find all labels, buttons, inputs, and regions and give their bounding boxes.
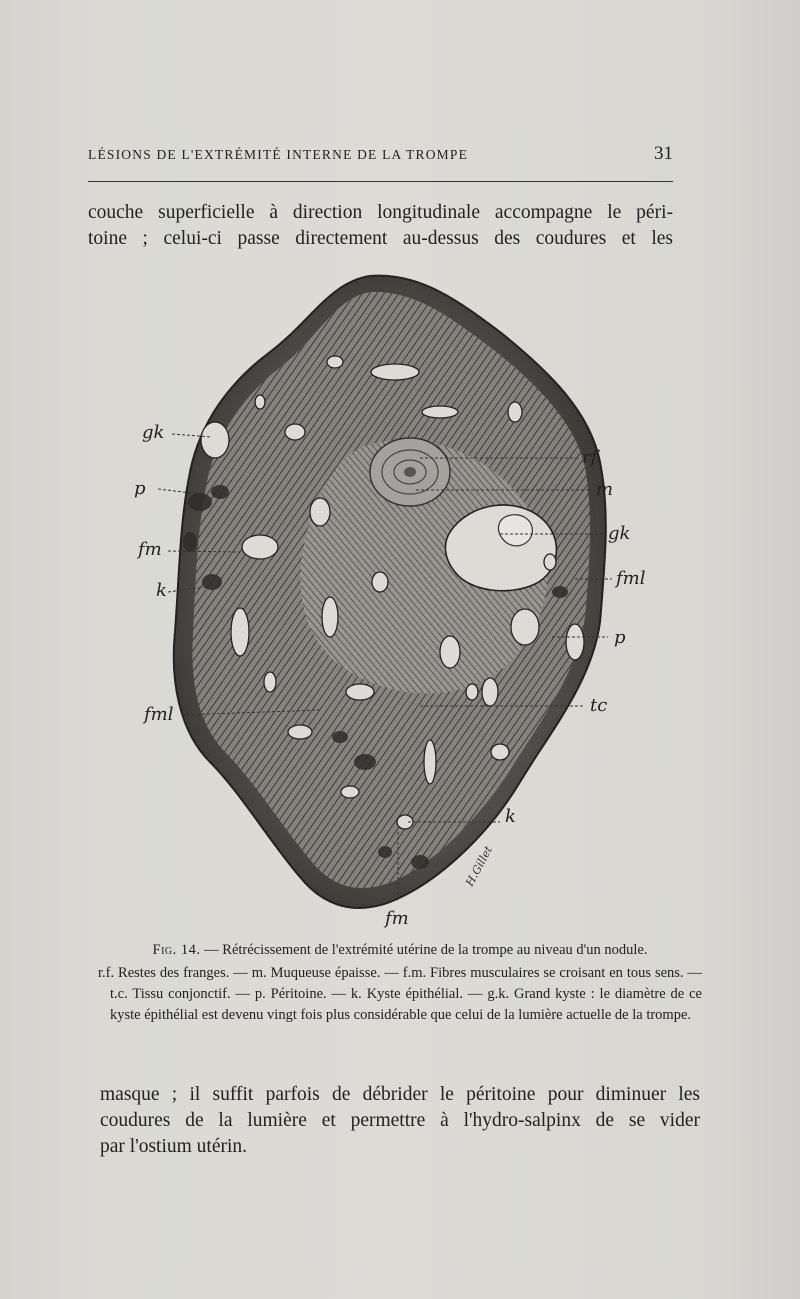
label-k: k [505,806,516,827]
text-line: coudures de la lumière et permettre à l'hydro-salpinx de se vider [100,1110,700,1131]
running-head [0,143,673,169]
histology-drawing [120,262,660,930]
label-tc: tc [590,695,608,716]
text-line: toine ; celui-ci passe directement au-dessus des coudures et les [88,228,673,249]
caption-title-text: — Rétrécissement de l'extrémité utérine de la trompe au niveau d'un nodule. [200,942,648,958]
label-fm: fm [385,908,409,929]
label-p: p [134,478,146,499]
bottom-paragraph [100,1082,700,1160]
label-p: p [614,627,626,648]
label-m: m [596,479,614,500]
figure-number: Fig. 14. [152,942,201,958]
figure-14-illustration [120,262,660,930]
label-fml: fml [616,568,646,589]
header-rule [88,181,673,182]
text-line: masque ; il suffit parfois de débrider le péritoine pour diminuer les [100,1084,700,1105]
engraver-signature: H.Gillet [463,844,496,889]
caption-legend: r.f. Restes des franges. — m. Muqueuse épaisse. — f.m. Fibres musculaires se croisant en tous sens. — t.c. Tissu conjonctif. — p. Péritoine. — k. Kyste épithélial. — g.k. Grand kyste : le diamètre de ce kyste épithélial est devenu vingt fois plus considérable que celui de la lumière actuelle de la trompe. [98,965,702,1023]
label-fml: fml [144,704,174,725]
caption-title [98,940,702,961]
figure-caption [98,940,702,1026]
text-line: couche superficielle à direction longitudinale accompagne le péri- [88,202,673,223]
label-k: k [156,580,167,601]
label-gk: gk [608,523,631,544]
label-gk: gk [142,422,165,443]
label-fm: fm [138,539,162,560]
top-paragraph [88,200,673,252]
label-rf: rf [582,447,598,468]
text-line: par l'ostium utérin. [100,1136,248,1157]
running-title: LÉSIONS DE L'EXTRÉMITÉ INTERNE DE LA TROMPE [88,147,469,162]
page-number: 31 [654,143,673,164]
